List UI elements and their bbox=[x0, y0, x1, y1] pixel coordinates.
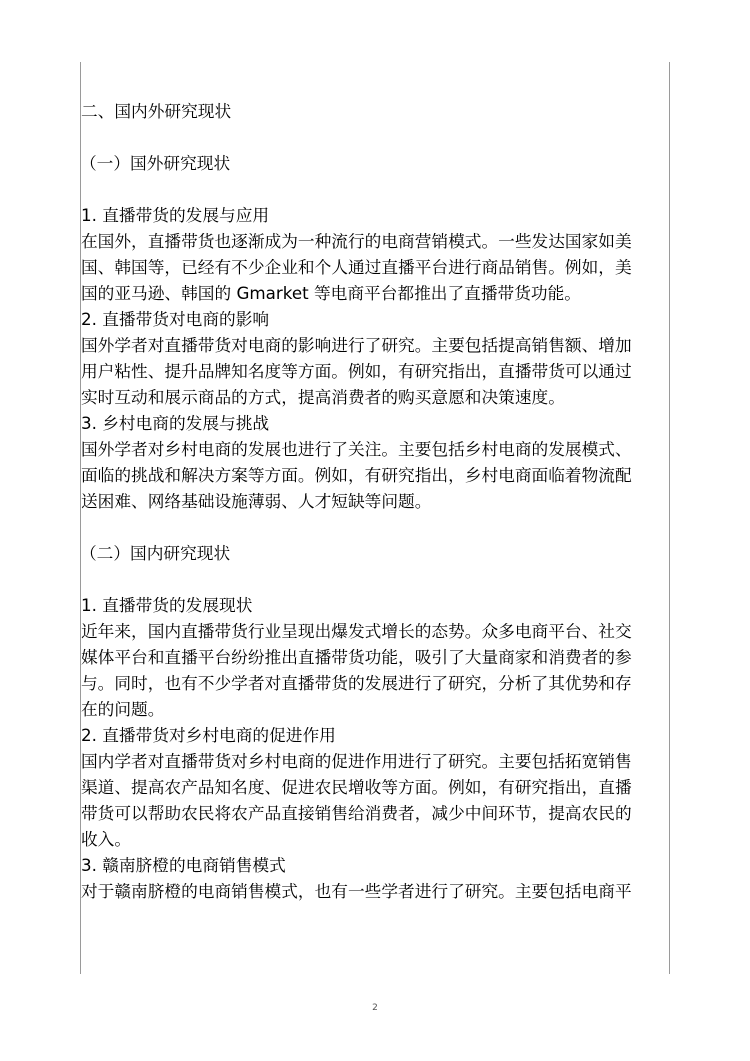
paragraph-line: 与。同时，也有不少学者对直播带货的发展进行了研究，分析了其优势和存 bbox=[81, 673, 632, 693]
item-title: 1. 直播带货的发展与应用 bbox=[81, 205, 270, 225]
blank-line bbox=[81, 124, 671, 150]
item-title: 3. 乡村电商的发展与挑战 bbox=[81, 413, 270, 433]
item-title: 1. 直播带货的发展现状 bbox=[81, 595, 253, 615]
paragraph-line: 媒体平台和直播平台纷纷推出直播带货功能，吸引了大量商家和消费者的参 bbox=[81, 647, 632, 667]
document-body bbox=[81, 98, 671, 904]
paragraph-line: 对于赣南脐橙的电商销售模式，也有一些学者进行了研究。主要包括电商平 bbox=[81, 881, 632, 901]
paragraph-line: 实时互动和展示商品的方式，提高消费者的购买意愿和决策速度。 bbox=[81, 387, 565, 407]
page-number: 2 bbox=[372, 1003, 378, 1013]
paragraph-line: 国、韩国等，已经有不少企业和个人通过直播平台进行商品销售。例如，美 bbox=[81, 257, 632, 277]
section-heading: 二、国内外研究现状 bbox=[81, 101, 232, 121]
blank-line bbox=[81, 566, 671, 592]
paragraph-line: 近年来，国内直播带货行业呈现出爆发式增长的态势。众多电商平台、社交 bbox=[81, 621, 632, 641]
item-title: 3. 赣南脐橙的电商销售模式 bbox=[81, 855, 286, 875]
subsection-heading-foreign: （一）国外研究现状 bbox=[80, 153, 231, 173]
paragraph-line: 面临的挑战和解决方案等方面。例如，有研究指出，乡村电商面临着物流配 bbox=[81, 465, 632, 485]
subsection-heading-domestic: （二）国内研究现状 bbox=[80, 543, 231, 563]
item-title: 2. 直播带货对电商的影响 bbox=[81, 309, 270, 329]
paragraph-line: 送困难、网络基础设施薄弱、人才短缺等问题。 bbox=[81, 491, 432, 511]
paragraph-line: 国的亚马逊、韩国的 Gmarket 等电商平台都推出了直播带货功能。 bbox=[81, 283, 581, 303]
paragraph-line: 渠道、提高农产品知名度、促进农民增收等方面。例如，有研究指出，直播 bbox=[81, 777, 632, 797]
blank-line bbox=[81, 176, 671, 202]
paragraph-line: 收入。 bbox=[81, 829, 132, 849]
item-title: 2. 直播带货对乡村电商的促进作用 bbox=[81, 725, 336, 745]
blank-line bbox=[81, 514, 671, 540]
paragraph-line: 在的问题。 bbox=[81, 699, 165, 719]
paragraph-line: 用户粘性、提升品牌知名度等方面。例如，有研究指出，直播带货可以通过 bbox=[81, 361, 632, 381]
paragraph-line: 国外学者对直播带货对电商的影响进行了研究。主要包括提高销售额、增加 bbox=[81, 335, 632, 355]
paragraph-line: 国外学者对乡村电商的发展也进行了关注。主要包括乡村电商的发展模式、 bbox=[81, 439, 632, 459]
paragraph-line: 国内学者对直播带货对乡村电商的促进作用进行了研究。主要包括拓宽销售 bbox=[81, 751, 632, 771]
paragraph-line: 带货可以帮助农民将农产品直接销售给消费者，减少中间环节，提高农民的 bbox=[81, 803, 632, 823]
paragraph-line: 在国外，直播带货也逐渐成为一种流行的电商营销模式。一些发达国家如美 bbox=[81, 231, 632, 251]
